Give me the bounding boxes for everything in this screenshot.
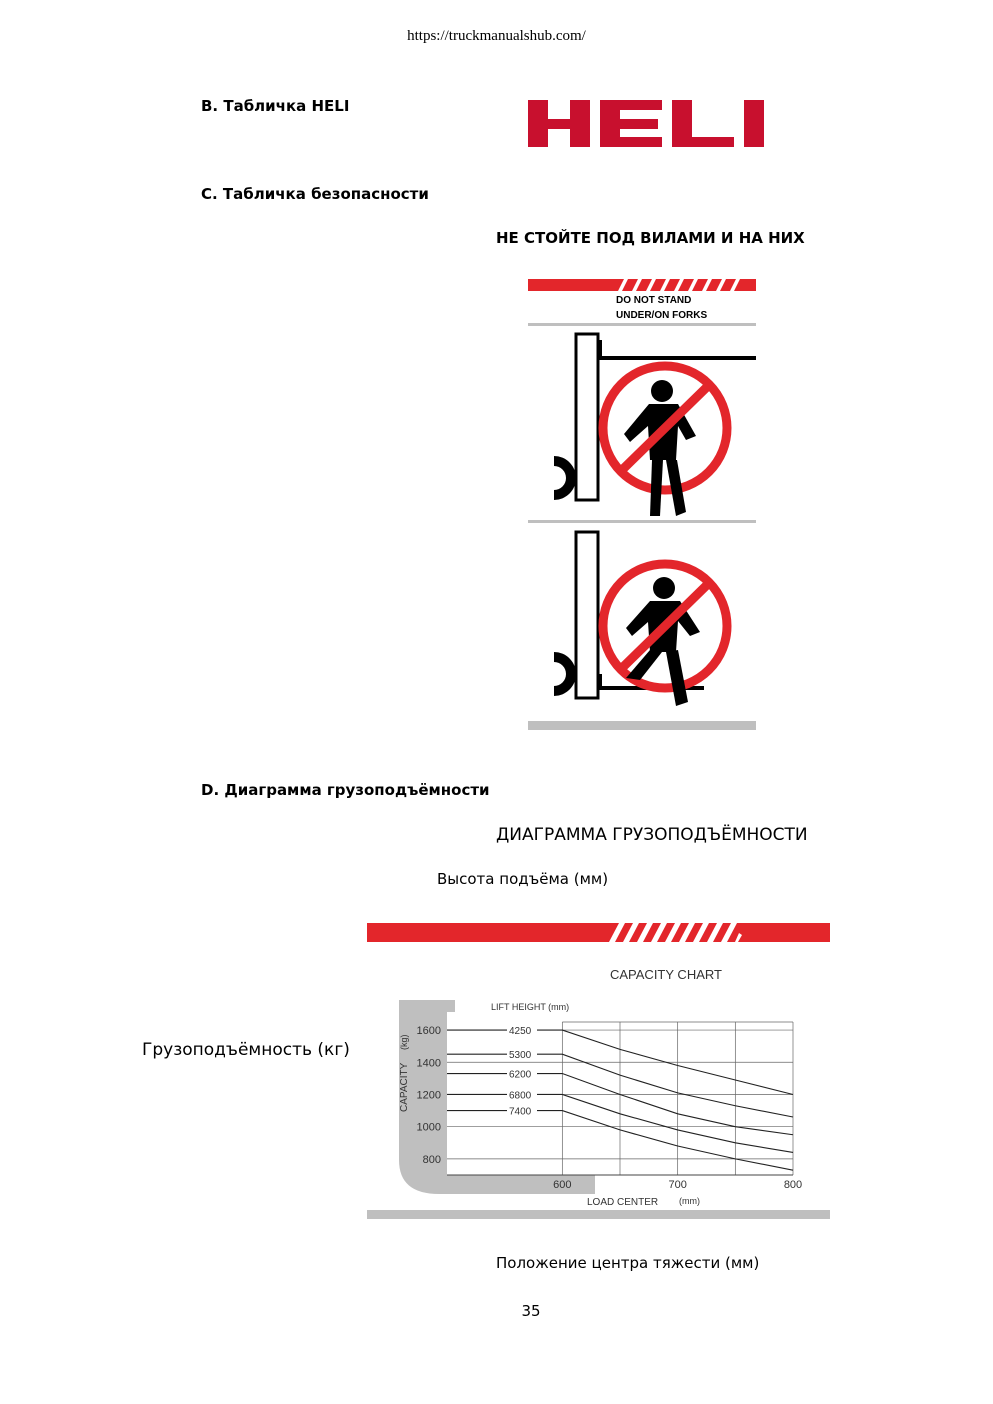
lift-height-caption: Высота подъёма (мм) (437, 870, 609, 888)
y-tick-label: 1200 (416, 1089, 441, 1102)
section-b-title: B. Табличка HELI (201, 97, 350, 115)
section-d-title: D. Диаграмма грузоподъёмности (201, 781, 490, 799)
decal-divider-top (528, 323, 756, 326)
chart-bottom-bar (367, 1210, 830, 1219)
legend-title: LIFT HEIGHT (mm) (491, 1002, 570, 1012)
series-label: 5300 (509, 1050, 532, 1062)
decal-text-line2: UNDER/ON FORKS (616, 310, 708, 321)
section-c-title: C. Табличка безопасности (201, 185, 429, 203)
y-axis-unit: (kg) (399, 1034, 409, 1050)
y-axis-label: CAPACITY (399, 1062, 410, 1112)
x-tick-label: 800 (783, 1179, 803, 1191)
y-tick-label: 1000 (416, 1121, 441, 1134)
series-label: 6200 (509, 1069, 532, 1081)
y-tick-label: 1400 (416, 1057, 441, 1070)
load-center-caption: Положение центра тяжести (мм) (496, 1254, 760, 1272)
series-label: 4250 (509, 1026, 532, 1038)
decal-text-line1: DO NOT STAND (616, 295, 692, 306)
y-tick-label: 1600 (416, 1025, 441, 1038)
plot-area (417, 1022, 803, 1191)
x-axis-label: LOAD CENTER (587, 1197, 659, 1208)
chart-red-bar (367, 923, 830, 942)
y-tick-label: 800 (422, 1153, 441, 1166)
x-tick-label: 600 (553, 1179, 572, 1191)
source-url: https://truckmanualshub.com/ (407, 28, 586, 44)
decal-divider-middle (528, 520, 756, 523)
chart-title: CAPACITY CHART (610, 967, 722, 982)
chart-heading-ru: ДИАГРАММА ГРУЗОПОДЪЁМНОСТИ (496, 825, 808, 845)
x-tick-label: 700 (668, 1179, 687, 1191)
panel-under-forks (554, 334, 756, 516)
panel-on-forks (554, 532, 727, 706)
safety-decal (528, 276, 756, 732)
capacity-chart (367, 920, 830, 1220)
page-number: 35 (521, 1302, 541, 1320)
series-label: 7400 (509, 1106, 532, 1118)
x-axis-unit: (mm) (679, 1196, 700, 1206)
decal-bottom-bar (528, 721, 756, 730)
warning-heading: НЕ СТОЙТЕ ПОД ВИЛАМИ И НА НИХ (496, 229, 805, 247)
series-label: 6800 (509, 1090, 532, 1102)
capacity-caption: Грузоподъёмность (кг) (142, 1040, 350, 1060)
heli-logo (528, 100, 784, 147)
